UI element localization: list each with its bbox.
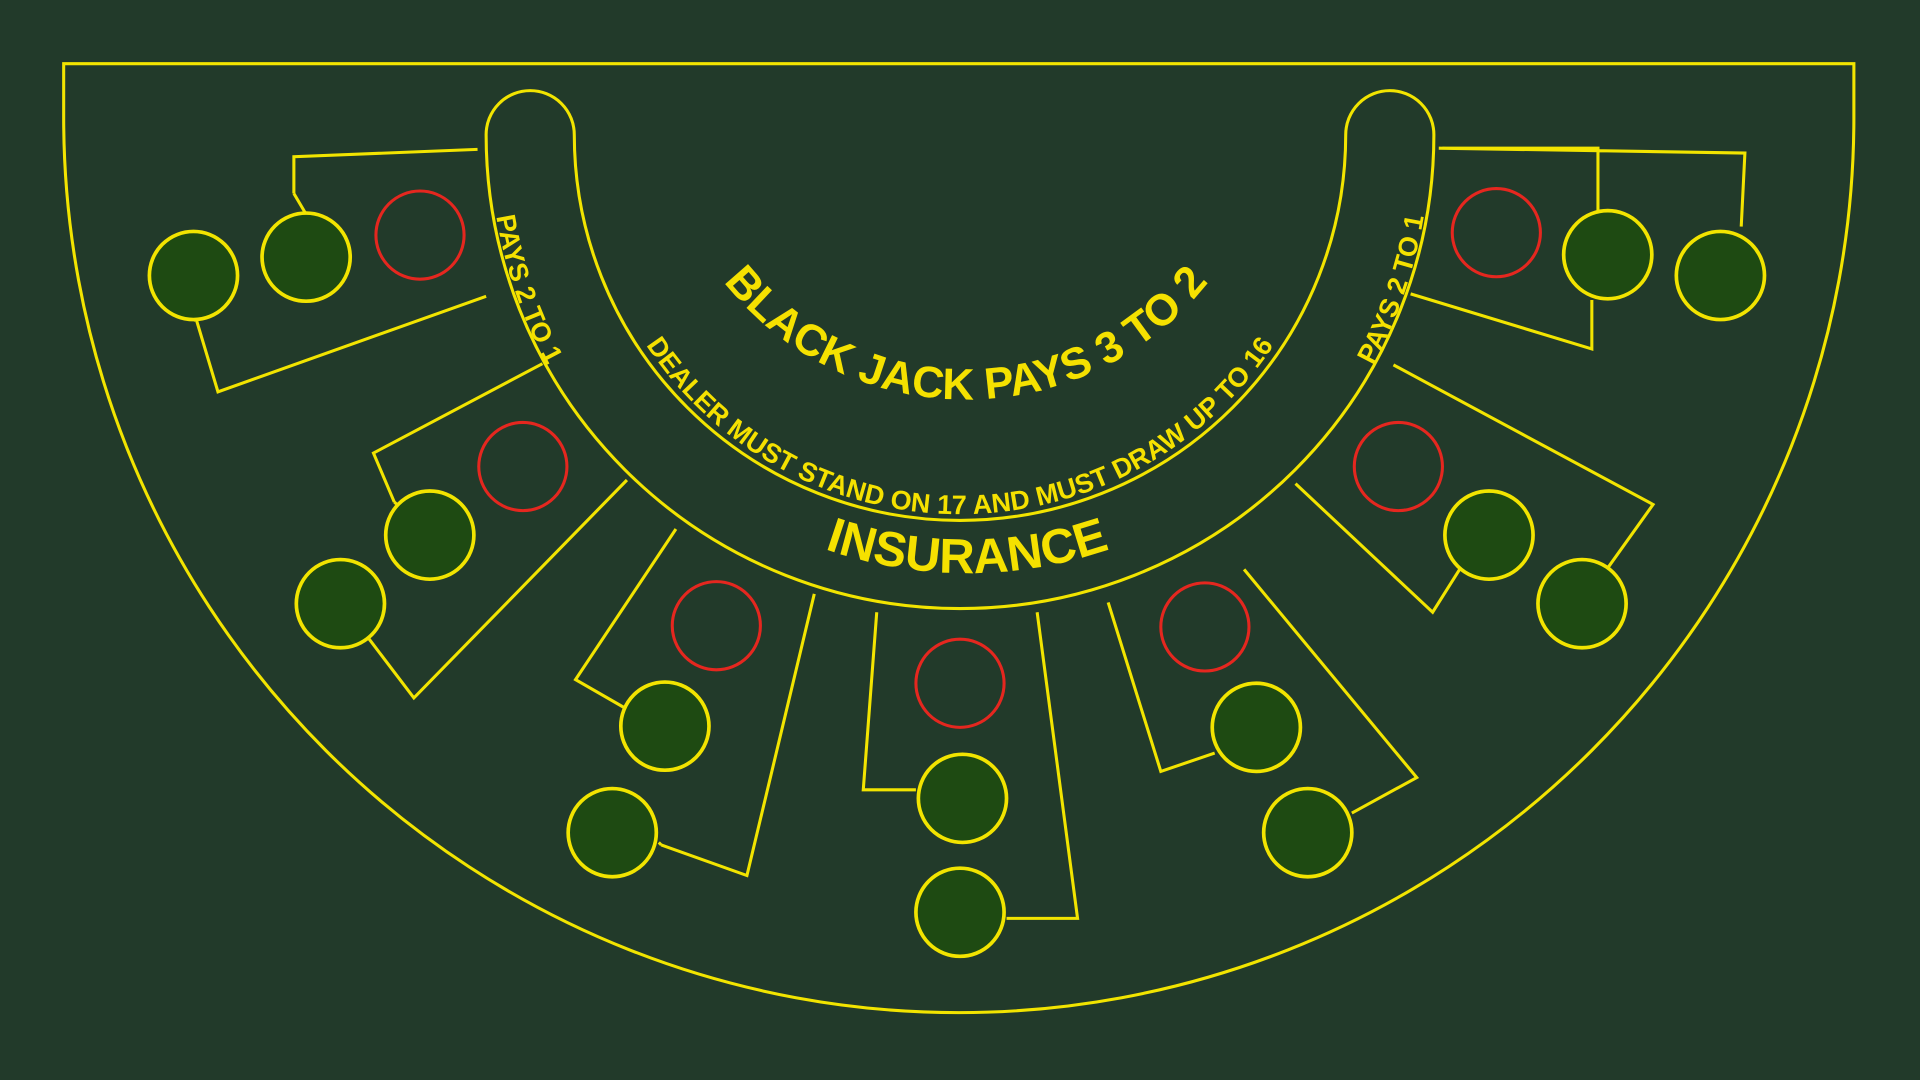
bet-circle-main[interactable]: [1445, 491, 1533, 579]
insurance-pays-right-text: PAYS 2 TO 1: [1351, 212, 1430, 369]
bet-circle-side[interactable]: [296, 560, 384, 648]
blackjack-payout-text: BLACK JACK PAYS 3 TO 2: [715, 256, 1217, 410]
bet-circle-main[interactable]: [621, 682, 709, 770]
bet-circle-side[interactable]: [149, 231, 237, 319]
bet-circle-side[interactable]: [1264, 789, 1352, 877]
insurance-pays-left-text: PAYS 2 TO 1: [490, 212, 569, 369]
bet-circle-side[interactable]: [1538, 560, 1626, 648]
bet-circle-side[interactable]: [568, 789, 656, 877]
insurance-label: INSURANCE: [821, 508, 1114, 585]
bet-circle-main[interactable]: [1212, 683, 1300, 771]
bet-circle-side[interactable]: [916, 868, 1004, 956]
dealer-rule-text: DEALER MUST STAND ON 17 AND MUST DRAW UP TO 16: [640, 331, 1279, 521]
bet-circle-main[interactable]: [262, 213, 350, 301]
bet-circle-main[interactable]: [1564, 211, 1652, 299]
seat-connector: [659, 842, 661, 844]
bet-circle-main[interactable]: [386, 491, 474, 579]
bet-circle-side[interactable]: [1676, 231, 1764, 319]
bet-circle-main[interactable]: [918, 754, 1006, 842]
